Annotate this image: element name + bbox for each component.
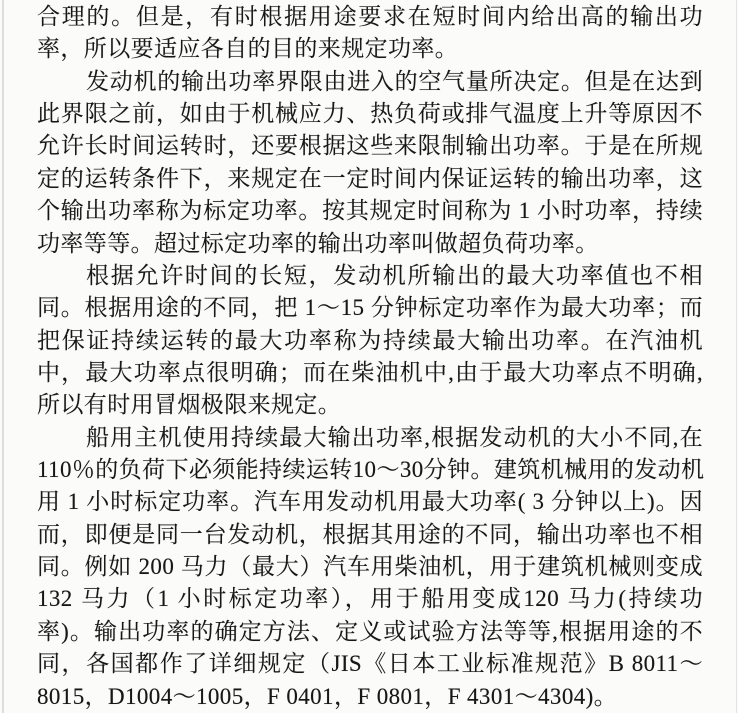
text-line: 合理的。但是，有时根据用途要求在短时间内给出高的输出功 [37, 4, 703, 29]
text-line: 允许长时间运转时，还要根据这些来限制输出功率。于是在所规 [37, 133, 703, 159]
scan-edge-right [736, 0, 737, 713]
text-line: 8015，D1004～1005，F 0401，F 0801，F 4301～4304)。 [37, 683, 618, 709]
text-line: 定的运转条件下，来规定在一定时间内保证运转的输出功率，这 [37, 165, 703, 191]
text-line: 船用主机使用持续最大输出功率,根据发动机的大小不同,在 [86, 424, 703, 450]
text-line: 率)。输出功率的确定方法、定义或试验方法等等,根据用途的不 [37, 618, 703, 644]
body-text [37, 1, 703, 713]
text-line: 把保证持续运转的最大功率称为持续最大输出功率。在汽油机 [37, 327, 703, 353]
text-line: 此界限之前，如由于机械应力、热负荷或排气温度上升等原因不 [37, 101, 703, 127]
text-line: 同。例如 200 马力（最大）汽车用柴油机，用于建筑机械则变成 [37, 554, 703, 580]
text-line: 同，各国都作了详细规定（JIS《日本工业标准规范》B 8011～ [37, 651, 703, 677]
text-line: 中，最大功率点很明确；而在柴油机中,由于最大功率点不明确, [37, 359, 703, 385]
text-line: 用 1 小时标定功率。汽车用发动机用最大功率( 3 分钟以上)。因 [37, 489, 703, 515]
text-line: 110％的负荷下必须能持续运转10～30分钟。建筑机械用的发动机 [37, 457, 705, 483]
text-line: 功率等等。超过标定功率的输出功率叫做超负荷功率。 [37, 230, 599, 256]
text-line: 所以有时用冒烟极限来规定。 [37, 392, 342, 418]
text-line: 发动机的输出功率界限由进入的空气量所决定。但是在达到 [86, 68, 703, 94]
text-line: 同。根据用途的不同，把 1～15 分钟标定功率作为最大功率；而 [37, 295, 703, 321]
text-line: 根据允许时间的长短，发动机所输出的最大功率值也不相 [86, 262, 703, 288]
text-line: 而，即便是同一台发动机，根据其用途的不同，输出功率也不相 [37, 521, 703, 547]
text-line: 个输出功率称为标定功率。按其规定时间称为 1 小时功率，持续 [37, 198, 703, 224]
scan-edge-left [2, 0, 4, 713]
text-line: 率，所以要适应各自的目的来规定功率。 [37, 36, 459, 62]
text-line: 132 马力（1 小时标定功率），用于船用变成120 马力(持续功 [37, 586, 703, 612]
